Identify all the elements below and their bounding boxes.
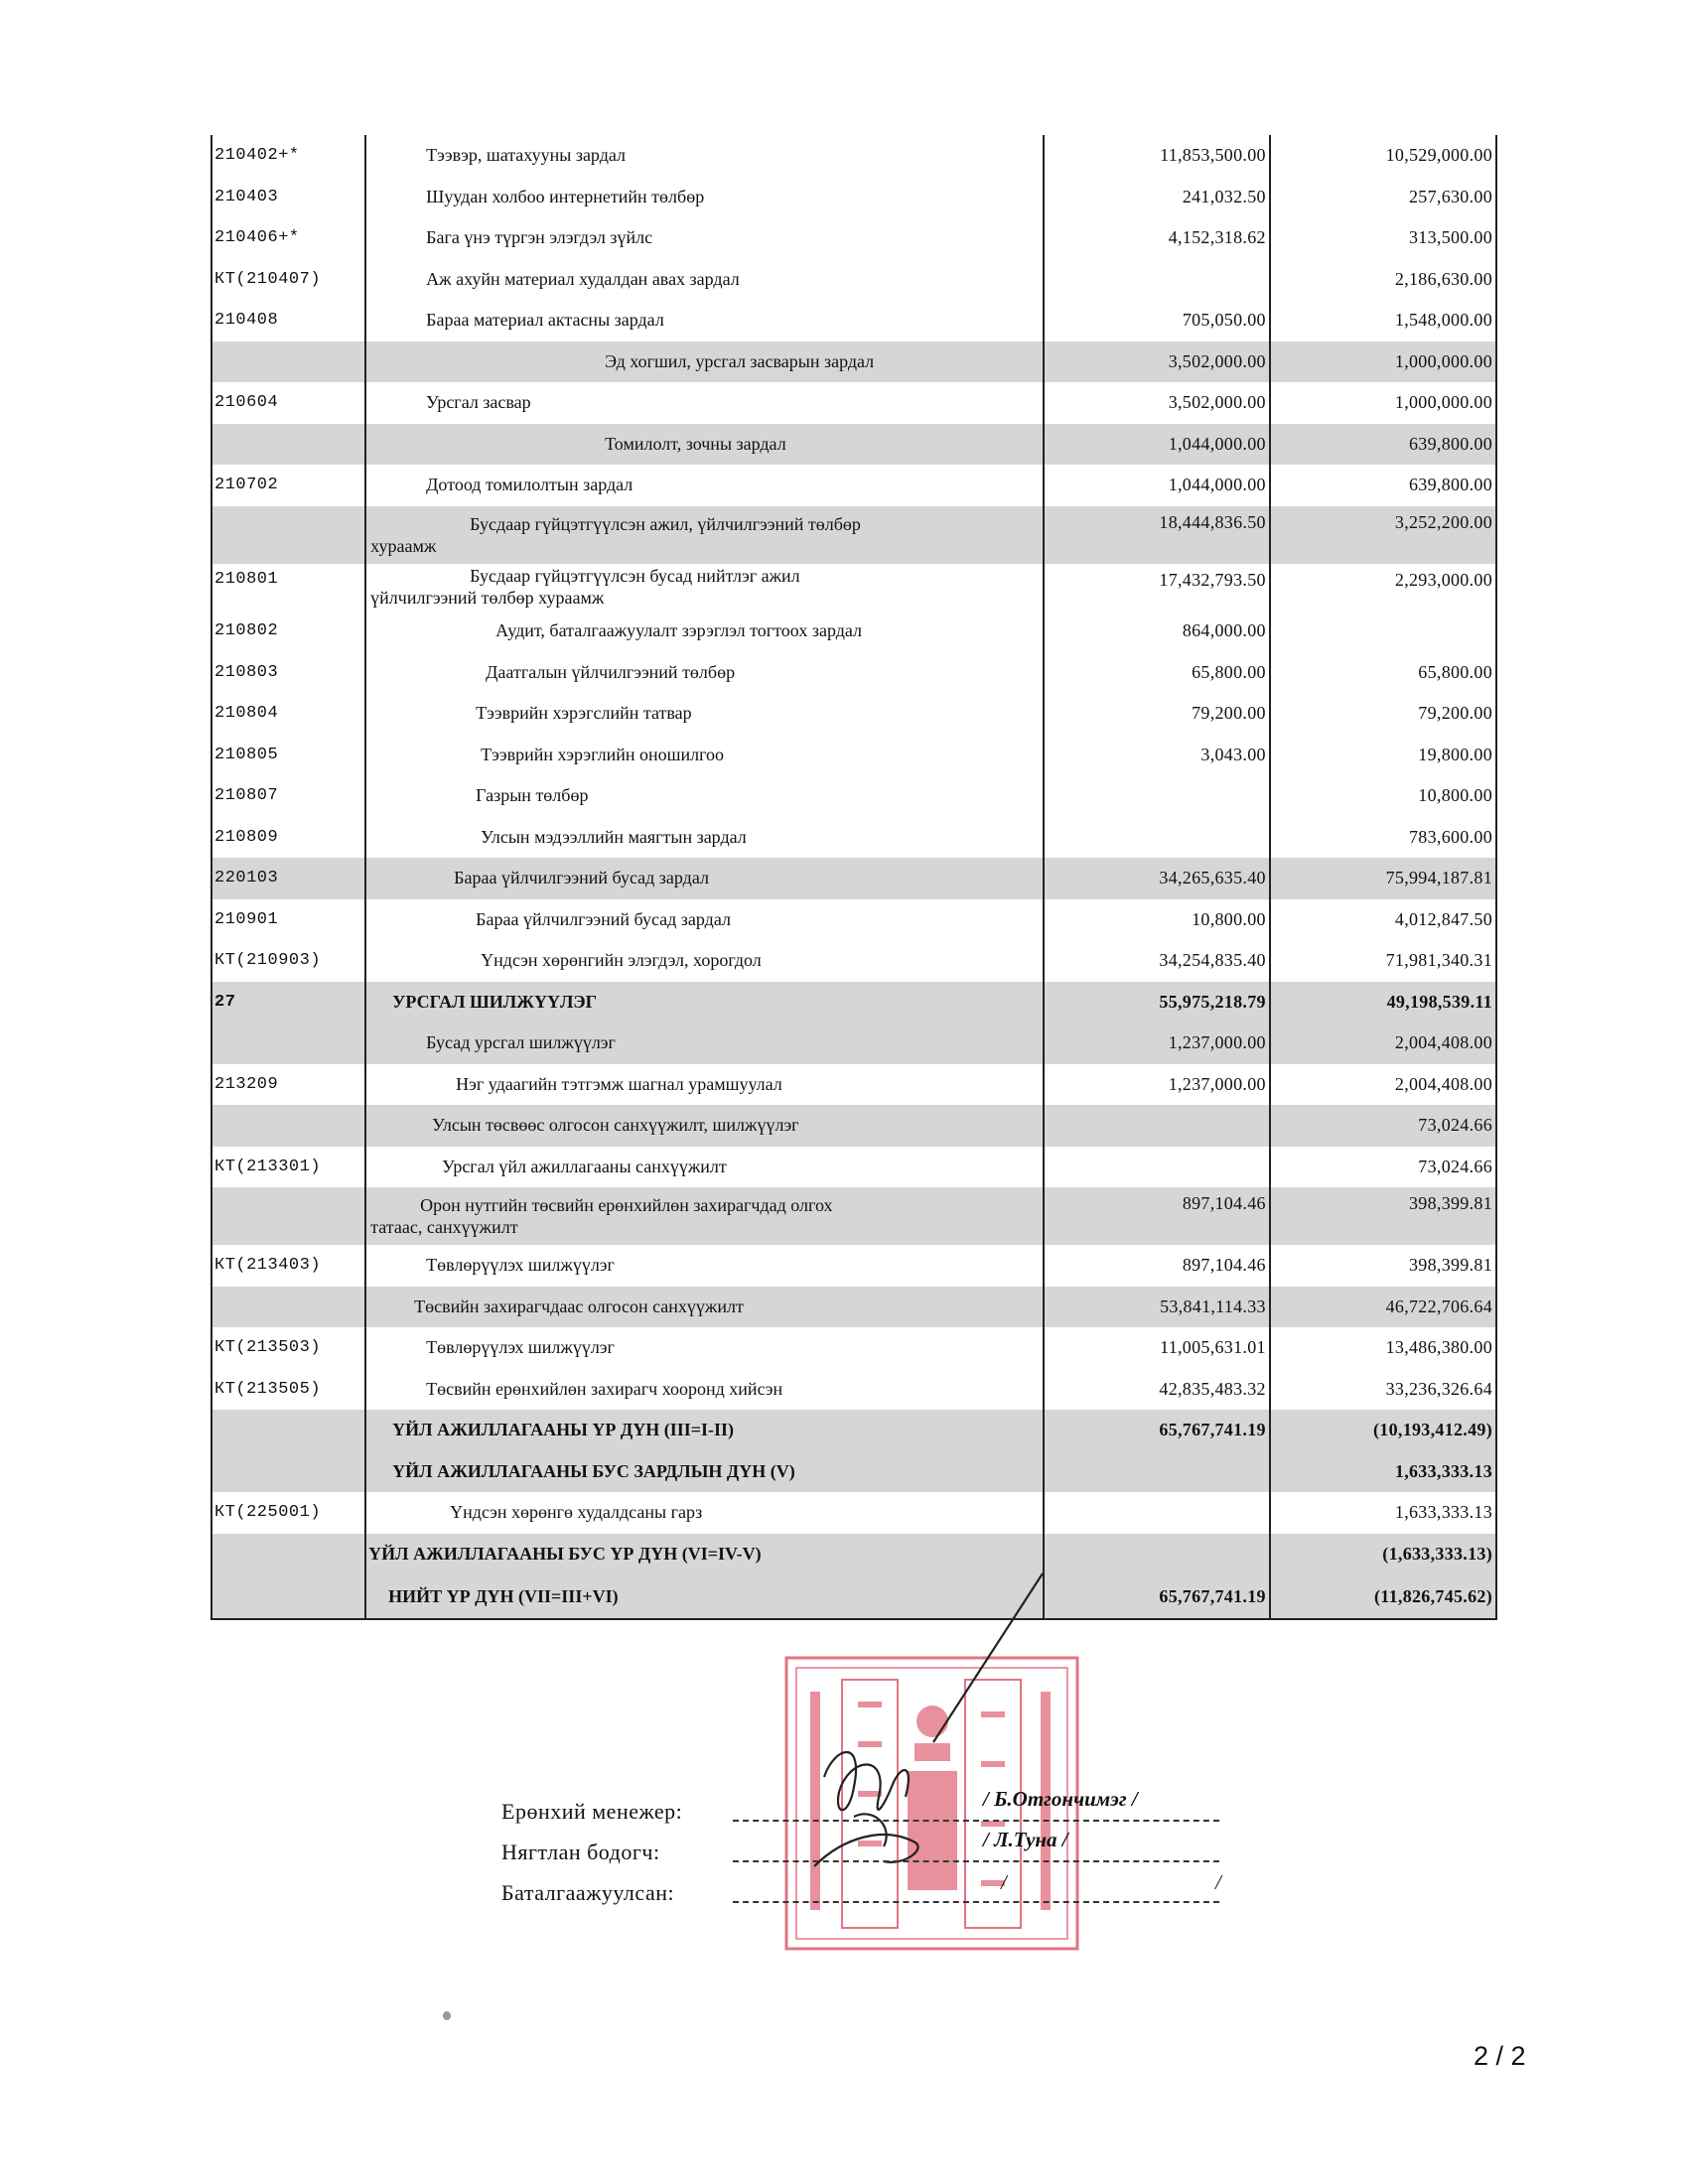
amount-previous: 1,000,000.00 xyxy=(1270,382,1496,424)
amount-previous: 10,800.00 xyxy=(1270,775,1496,817)
amount-current xyxy=(1044,259,1270,301)
table-row xyxy=(211,775,1496,817)
account-code: КТ(210903) xyxy=(211,940,365,982)
amount-current: 4,152,318.62 xyxy=(1044,217,1270,259)
amount-current xyxy=(1044,775,1270,817)
amount-previous: 1,000,000.00 xyxy=(1270,341,1496,383)
amount-current: 1,044,000.00 xyxy=(1044,465,1270,506)
amount-current xyxy=(1044,1147,1270,1188)
account-name: Бараа үйлчилгээний бусад зардал xyxy=(365,899,1043,941)
account-name: Үндсэн хөрөнгийн элэгдэл, хорогдол xyxy=(365,940,1043,982)
account-code xyxy=(211,1574,365,1619)
table-row-subtotal xyxy=(211,1105,1496,1147)
account-code: 210802 xyxy=(211,611,365,652)
account-name: Төсвийн захирагчдаас олгосон санхүүжилт xyxy=(365,1287,1043,1328)
account-code: 210406+* xyxy=(211,217,365,259)
table-row xyxy=(211,1327,1496,1369)
account-name: Үндсэн хөрөнгө худалдсаны гарз xyxy=(365,1492,1043,1534)
table-row xyxy=(211,940,1496,982)
table-row xyxy=(211,564,1496,612)
amount-previous: 257,630.00 xyxy=(1270,177,1496,218)
account-code: 210803 xyxy=(211,652,365,694)
amount-previous: 783,600.00 xyxy=(1270,817,1496,859)
account-code xyxy=(211,1023,365,1064)
account-code: КТ(213301) xyxy=(211,1147,365,1188)
scan-speck xyxy=(443,2011,451,2020)
account-name: ҮЙЛ АЖИЛЛАГААНЫ ҮР ДҮН (III=I-II) xyxy=(365,1410,1043,1451)
manager-signature-line xyxy=(733,1819,1219,1822)
amount-current xyxy=(1044,1492,1270,1534)
verified-signature-line xyxy=(733,1900,1219,1903)
amount-previous: 398,399.81 xyxy=(1270,1187,1496,1245)
account-code: КТ(213403) xyxy=(211,1245,365,1287)
amount-previous: 1,548,000.00 xyxy=(1270,300,1496,341)
account-name: Бараа үйлчилгээний бусад зардал xyxy=(365,858,1043,899)
account-code: КТ(210407) xyxy=(211,259,365,301)
verified-open-slash: / xyxy=(1001,1870,1007,1894)
account-code: 210804 xyxy=(211,693,365,735)
amount-previous: (1,633,333.13) xyxy=(1270,1534,1496,1575)
account-code: КТ(213505) xyxy=(211,1369,365,1411)
account-code xyxy=(211,424,365,466)
account-code xyxy=(211,1287,365,1328)
amount-previous: 19,800.00 xyxy=(1270,735,1496,776)
account-code: 210807 xyxy=(211,775,365,817)
account-name: Бараа материал актасны зардал xyxy=(365,300,1043,341)
account-code xyxy=(211,1451,365,1493)
amount-current: 34,265,635.40 xyxy=(1044,858,1270,899)
account-name: Эд хогшил, урсгал засварын зардал xyxy=(365,341,1043,383)
table-row-subtotal xyxy=(211,1187,1496,1245)
account-name: Урсгал үйл ажиллагааны санхүүжилт xyxy=(365,1147,1043,1188)
amount-current: 79,200.00 xyxy=(1044,693,1270,735)
amount-current: 705,050.00 xyxy=(1044,300,1270,341)
account-name-line1: Орон нутгийн төсвийн ерөнхийлөн захирагчдад олгох xyxy=(420,1195,833,1215)
table-row-subtotal xyxy=(211,1287,1496,1328)
table-row xyxy=(211,1064,1496,1106)
account-code xyxy=(211,506,365,564)
table-row-subtotal xyxy=(211,858,1496,899)
account-code: 210408 xyxy=(211,300,365,341)
table-row xyxy=(211,611,1496,652)
account-code xyxy=(211,1534,365,1575)
amount-current xyxy=(1044,1451,1270,1493)
amount-previous: 65,800.00 xyxy=(1270,652,1496,694)
table-row xyxy=(211,135,1496,177)
amount-current: 42,835,483.32 xyxy=(1044,1369,1270,1411)
account-code: 213209 xyxy=(211,1064,365,1106)
amount-current: 897,104.46 xyxy=(1044,1187,1270,1245)
table-row xyxy=(211,1245,1496,1287)
account-name: Аж ахуйн материал худалдан авах зардал xyxy=(365,259,1043,301)
account-name: Төвлөрүүлэх шилжүүлэг xyxy=(365,1245,1043,1287)
amount-current xyxy=(1044,817,1270,859)
amount-current: 3,502,000.00 xyxy=(1044,382,1270,424)
account-code: 220103 xyxy=(211,858,365,899)
amount-previous: 398,399.81 xyxy=(1270,1245,1496,1287)
amount-current: 1,237,000.00 xyxy=(1044,1064,1270,1106)
amount-current: 18,444,836.50 xyxy=(1044,506,1270,564)
amount-current: 65,767,741.19 xyxy=(1044,1410,1270,1451)
amount-previous: 1,633,333.13 xyxy=(1270,1492,1496,1534)
table-row xyxy=(211,177,1496,218)
verified-close-slash: / xyxy=(1215,1870,1221,1894)
amount-previous: 639,800.00 xyxy=(1270,424,1496,466)
account-name-line2: хураамж xyxy=(370,535,437,556)
table-row-section-total xyxy=(211,1410,1496,1451)
account-code: 210809 xyxy=(211,817,365,859)
account-name xyxy=(365,1187,1043,1245)
account-name: Төсвийн ерөнхийлөн захирагч хооронд хийсэн xyxy=(365,1369,1043,1411)
table-row-subtotal xyxy=(211,424,1496,466)
amount-previous: 3,252,200.00 xyxy=(1270,506,1496,564)
manager-name: / Б.Отгончимэг / xyxy=(983,1787,1138,1811)
amount-previous: 73,024.66 xyxy=(1270,1147,1496,1188)
account-name: Даатгалын үйлчилгээний төлбөр xyxy=(365,652,1043,694)
amount-previous: 73,024.66 xyxy=(1270,1105,1496,1147)
amount-current: 53,841,114.33 xyxy=(1044,1287,1270,1328)
table-row xyxy=(211,1369,1496,1411)
account-code xyxy=(211,1187,365,1245)
account-code: 210901 xyxy=(211,899,365,941)
verified-label: Баталгаажуулсан: xyxy=(501,1880,675,1905)
account-code xyxy=(211,341,365,383)
amount-previous: 46,722,706.64 xyxy=(1270,1287,1496,1328)
account-code: 27 xyxy=(211,982,365,1024)
manager-label: Ерөнхий менежер: xyxy=(501,1799,683,1824)
table-row xyxy=(211,300,1496,341)
account-name: Аудит, баталгаажуулалт зэрэглэл тогтоох зардал xyxy=(365,611,1043,652)
amount-previous: 75,994,187.81 xyxy=(1270,858,1496,899)
financial-statement-table xyxy=(211,135,1497,1620)
account-code: 210604 xyxy=(211,382,365,424)
amount-previous: 49,198,539.11 xyxy=(1270,982,1496,1024)
amount-current: 11,005,631.01 xyxy=(1044,1327,1270,1369)
amount-previous: 639,800.00 xyxy=(1270,465,1496,506)
amount-current: 11,853,500.00 xyxy=(1044,135,1270,177)
account-name: ҮЙЛ АЖИЛЛАГААНЫ БУС ЗАРДЛЫН ДҮН (V) xyxy=(365,1451,1043,1493)
table-row xyxy=(211,735,1496,776)
amount-current: 17,432,793.50 xyxy=(1044,564,1270,612)
account-code: 210402+* xyxy=(211,135,365,177)
table-row xyxy=(211,652,1496,694)
accountant-signature-line xyxy=(733,1859,1219,1862)
table-row xyxy=(211,693,1496,735)
table-row-section-total xyxy=(211,1451,1496,1493)
accountant-label: Нягтлан бодогч: xyxy=(501,1840,660,1864)
account-name: Нэг удаагийн тэтгэмж шагнал урамшуулал xyxy=(365,1064,1043,1106)
account-name: Томилолт, зочны зардал xyxy=(365,424,1043,466)
account-name: Улсын мэдээллийн маягтын зардал xyxy=(365,817,1043,859)
account-name: Бусад урсгал шилжүүлэг xyxy=(365,1023,1043,1064)
amount-previous: 10,529,000.00 xyxy=(1270,135,1496,177)
amount-current: 65,767,741.19 xyxy=(1044,1574,1270,1619)
amount-current: 3,043.00 xyxy=(1044,735,1270,776)
account-name xyxy=(365,506,1043,564)
account-name: НИЙТ ҮР ДҮН (VII=III+VI) xyxy=(365,1574,1043,1619)
amount-previous: 79,200.00 xyxy=(1270,693,1496,735)
amount-previous: 13,486,380.00 xyxy=(1270,1327,1496,1369)
table-row-subtotal xyxy=(211,341,1496,383)
amount-current: 10,800.00 xyxy=(1044,899,1270,941)
account-name: УРСГАЛ ШИЛЖҮҮЛЭГ xyxy=(365,982,1043,1024)
account-name: Улсын төсвөөс олгосон санхүүжилт, шилжүүлэг xyxy=(365,1105,1043,1147)
amount-previous xyxy=(1270,611,1496,652)
amount-current: 1,237,000.00 xyxy=(1044,1023,1270,1064)
account-name: Шуудан холбоо интернетийн төлбөр xyxy=(365,177,1043,218)
account-code: КТ(213503) xyxy=(211,1327,365,1369)
accountant-name: / Л.Туна / xyxy=(983,1828,1068,1851)
amount-previous: 2,004,408.00 xyxy=(1270,1064,1496,1106)
account-name: Дотоод томилолтын зардал xyxy=(365,465,1043,506)
table-row xyxy=(211,382,1496,424)
amount-current xyxy=(1044,1105,1270,1147)
account-code: 210403 xyxy=(211,177,365,218)
account-code: 210702 xyxy=(211,465,365,506)
account-name: Бага үнэ түргэн элэгдэл зүйлс xyxy=(365,217,1043,259)
amount-current: 65,800.00 xyxy=(1044,652,1270,694)
amount-current: 897,104.46 xyxy=(1044,1245,1270,1287)
amount-current: 55,975,218.79 xyxy=(1044,982,1270,1024)
amount-previous: (11,826,745.62) xyxy=(1270,1574,1496,1619)
amount-current: 34,254,835.40 xyxy=(1044,940,1270,982)
amount-previous: 2,004,408.00 xyxy=(1270,1023,1496,1064)
amount-previous: 33,236,326.64 xyxy=(1270,1369,1496,1411)
table-row-section-total xyxy=(211,982,1496,1024)
amount-previous: 313,500.00 xyxy=(1270,217,1496,259)
account-name-line1: Бусдаар гүйцэтгүүлсэн бусад нийтлэг ажил xyxy=(470,566,800,587)
table-row xyxy=(211,217,1496,259)
account-code: 210805 xyxy=(211,735,365,776)
amount-current: 3,502,000.00 xyxy=(1044,341,1270,383)
account-name: Газрын төлбөр xyxy=(365,775,1043,817)
account-code xyxy=(211,1410,365,1451)
amount-current xyxy=(1044,1534,1270,1575)
account-name: ҮЙЛ АЖИЛЛАГААНЫ БУС ҮР ДҮН (VI=IV-V) xyxy=(365,1534,1043,1575)
table-row xyxy=(211,899,1496,941)
amount-previous: 71,981,340.31 xyxy=(1270,940,1496,982)
account-code xyxy=(211,1105,365,1147)
table-row xyxy=(211,1147,1496,1188)
amount-current: 864,000.00 xyxy=(1044,611,1270,652)
account-name-line2: татаас, санхүүжилт xyxy=(370,1217,518,1237)
amount-previous: (10,193,412.49) xyxy=(1270,1410,1496,1451)
table-row xyxy=(211,259,1496,301)
table-row xyxy=(211,465,1496,506)
table-row-subtotal xyxy=(211,1023,1496,1064)
account-code: КТ(225001) xyxy=(211,1492,365,1534)
amount-current: 1,044,000.00 xyxy=(1044,424,1270,466)
table-row-subtotal xyxy=(211,506,1496,564)
amount-previous: 1,633,333.13 xyxy=(1270,1451,1496,1493)
table-row xyxy=(211,817,1496,859)
page-number: 2 / 2 xyxy=(1474,2041,1526,2071)
account-name: Тээврийн хэрэглийн оношилгоо xyxy=(365,735,1043,776)
account-name: Тээвэр, шатахууны зардал xyxy=(365,135,1043,177)
amount-current: 241,032.50 xyxy=(1044,177,1270,218)
account-name: Төвлөрүүлэх шилжүүлэг xyxy=(365,1327,1043,1369)
amount-previous: 4,012,847.50 xyxy=(1270,899,1496,941)
table-row xyxy=(211,1492,1496,1534)
account-code: 210801 xyxy=(211,564,365,612)
amount-previous: 2,293,000.00 xyxy=(1270,564,1496,612)
account-name-line2: үйлчилгээний төлбөр хураамж xyxy=(370,588,605,609)
account-name: Урсгал засвар xyxy=(365,382,1043,424)
account-name: Тээврийн хэрэгслийн татвар xyxy=(365,693,1043,735)
amount-previous: 2,186,630.00 xyxy=(1270,259,1496,301)
account-name-line1: Бусдаар гүйцэтгүүлсэн ажил, үйлчилгээний төлбөр xyxy=(470,513,861,534)
account-name xyxy=(365,564,1043,612)
